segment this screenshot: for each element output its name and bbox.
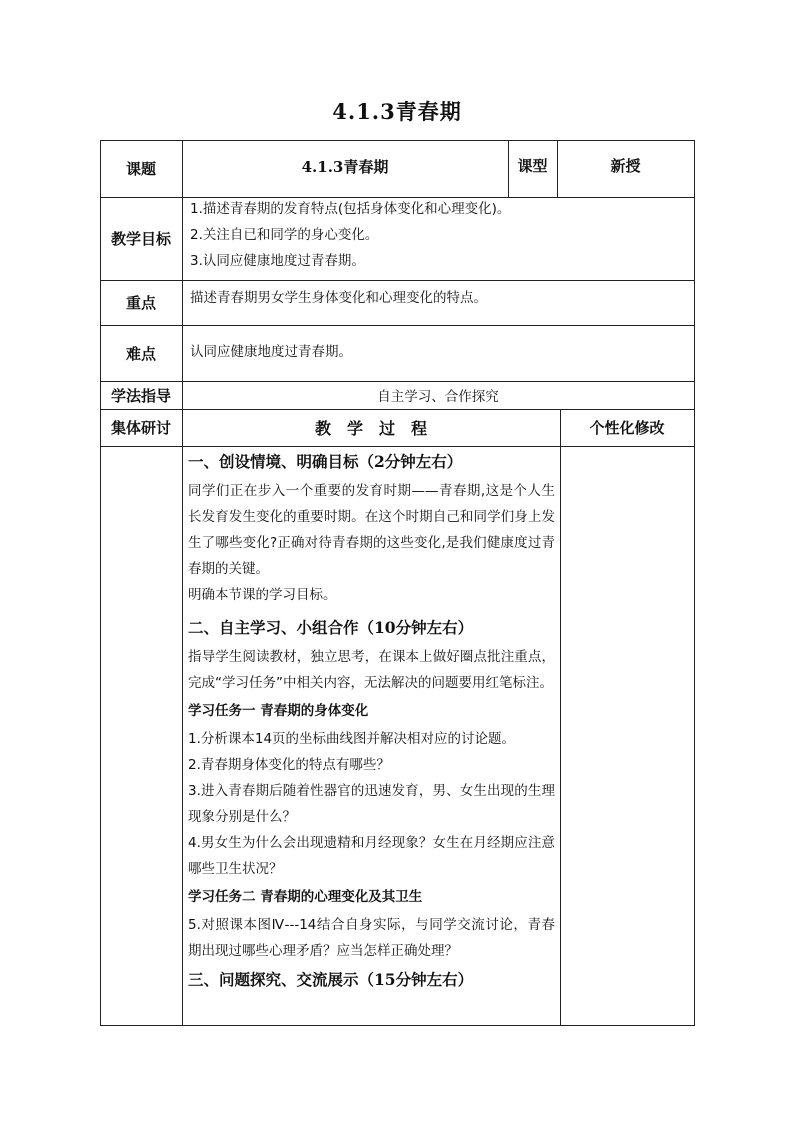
task-title: 学习任务二 青春期的心理变化及其卫生: [188, 889, 423, 905]
question-item: 3.进入青春期后随着性器官的迅速发育，男、女生出现的生理现象分别是什么？: [188, 783, 555, 825]
row-divider: [100, 280, 695, 281]
paragraph: 同学们正在步入一个重要的发育时期——青春期,这是个人生长发育发生变化的重要时期。在这个时期自己和同学们身上发生了哪些变化?正确对待青春期的这些变化,是我们健康度过青春期的关键。: [188, 483, 555, 577]
page-title: 4.1.3青春期: [332, 99, 462, 124]
objective-item: 2.关注自已和同学的身心变化。: [190, 227, 379, 243]
paragraph: 指导学生阅读教材，独立思考，在课本上做好圈点批注重点，完成“学习任务”中相关内容，无法解决的问题要用红笔标注。: [188, 649, 555, 691]
difficulty-text: 认同应健康地度过青春期。: [190, 344, 352, 360]
teaching-process-content: [188, 446, 555, 996]
section-title: 二、自主学习、小组合作（10分钟左右）: [188, 618, 474, 637]
question-item: 5.对照课本图Ⅳ---14结合自身实际，与同学交流讨论，青春期出现过哪些心理矛盾？应当怎样正确处理？: [188, 917, 555, 959]
topic-label: 课题: [125, 160, 156, 178]
key-point-label: 重点: [125, 294, 156, 312]
question-item: 2.青春期身体变化的特点有哪些？: [188, 757, 390, 773]
personalized-revision-label: 个性化修改: [589, 419, 665, 437]
type-value: 新授: [610, 156, 641, 175]
type-label: 课型: [517, 156, 548, 175]
objective-item: 3.认同应健康地度过青春期。: [190, 253, 365, 269]
method-text: 自主学习、合作探究: [377, 389, 499, 405]
teaching-process-label: 教 学 过 程: [314, 419, 427, 438]
row-divider: [100, 325, 695, 326]
col-divider: [182, 140, 183, 1026]
collective-discussion-label: 集体研讨: [110, 419, 171, 437]
task-title: 学习任务一 青春期的身体变化: [188, 703, 369, 719]
paragraph: 明确本节课的学习目标。: [188, 587, 337, 603]
table-border-right: [694, 140, 695, 1026]
section-title: 三、问题探究、交流展示（15分钟左右）: [188, 970, 474, 989]
table-border-bottom: [100, 1025, 695, 1026]
topic-value: 4.1.3青春期: [301, 157, 389, 176]
question-item: 4.男女生为什么会出现遗精和月经现象？女生在月经期应注意哪些卫生状况？: [188, 835, 555, 877]
objectives-label: 教学目标: [110, 230, 171, 248]
method-label: 学法指导: [110, 386, 171, 405]
question-item: 1.分析课本14页的坐标曲线图并解决相对应的讨论题。: [188, 731, 516, 747]
objective-item: 1.描述青春期的发育特点(包括身体变化和心理变化)。: [190, 201, 511, 217]
section-title: 一、创设情境、明确目标（2分钟左右）: [188, 452, 463, 471]
difficulty-label: 难点: [125, 344, 156, 363]
col-divider: [560, 409, 561, 1026]
key-point-text: 描述青春期男女学生身体变化和心理变化的特点。: [190, 290, 487, 306]
objectives-list: [184, 196, 694, 274]
